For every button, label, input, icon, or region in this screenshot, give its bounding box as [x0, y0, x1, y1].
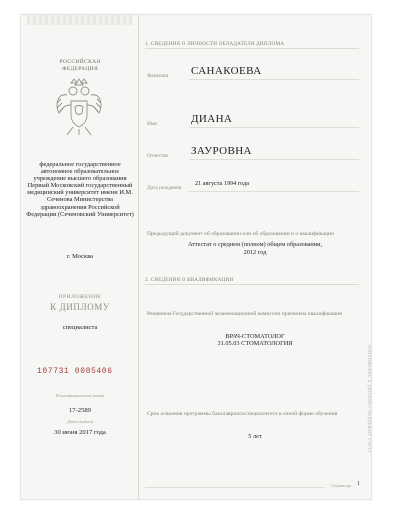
previous-document-line-2: 2012 год — [243, 249, 267, 256]
qualification-decision-label: Решением Государственной экзаменационной комиссии присвоена квалификация — [147, 311, 342, 317]
dob-underline — [189, 191, 359, 192]
education-level: специалиста — [62, 324, 98, 331]
section-2-title: 2. СВЕДЕНИЯ О КВАЛИФИКАЦИИ — [145, 277, 359, 285]
vertical-margin-note: ПРИЛОЖЕНИЕ К ДИПЛОМУ ПОДЛЕЖИТ УЧЕТУ — [367, 345, 372, 454]
patronymic-value: ЗАУРОВНА — [191, 145, 252, 157]
surname-value: САНАКОЕВА — [191, 65, 262, 77]
country-line-1: РОССИЙСКАЯ — [59, 59, 101, 65]
right-column — [139, 15, 373, 499]
previous-document-label: Предыдущий документ об образовании или об образовании и о квалификации — [147, 231, 334, 237]
ornament-band — [27, 15, 133, 25]
name-label: Имя — [147, 121, 157, 127]
qualification-title: ВРАЧ-СТОМАТОЛОГ — [225, 333, 285, 340]
patronymic-label: Отчество — [147, 153, 169, 159]
university-name: федеральное государственное автономное образовательное учреждение высшего образования Первый Московский государственный медицинский университет имени И.М. Сеченова Министерства здравоохранения Российской Федерации (Сеченовский Университет) — [26, 161, 134, 218]
reg-number: 17-2589 — [69, 407, 91, 414]
issue-date-label: Дата выдачи — [66, 419, 94, 424]
dob-label: Дата рождения — [147, 185, 182, 191]
study-term-label: Срок освоения программы бакалавриата/специалитета в очной форме обучения — [147, 411, 338, 417]
specialty-code: 31.05.03 СТОМАТОЛОГИЯ — [217, 340, 293, 347]
section-1-title: 1. СВЕДЕНИЯ О ЛИЧНОСТИ ОБЛАДАТЕЛЯ ДИПЛОМА — [145, 41, 359, 49]
city: г. Москва — [66, 253, 94, 260]
study-term-value: 5 лет — [248, 433, 262, 440]
blank-serial-number: 107731 0085406 — [37, 367, 113, 376]
left-column — [21, 15, 139, 499]
reg-number-label: Регистрационный номер — [55, 393, 105, 398]
attachment-label: ПРИЛОЖЕНИЕ — [58, 294, 102, 300]
dob-value: 21 августа 1994 года — [195, 180, 249, 187]
footer-rule — [145, 487, 325, 488]
surname-underline — [189, 79, 359, 80]
page-label: Страница — [331, 483, 352, 488]
country-line-2: ФЕДЕРАЦИЯ — [61, 66, 98, 72]
name-underline — [189, 127, 359, 128]
surname-label: Фамилия — [147, 73, 169, 79]
attachment-to-diploma: К ДИПЛОМУ — [50, 302, 110, 312]
diploma-supplement-sheet — [20, 14, 372, 500]
previous-document-line-1: Аттестат о среднем (полном) общем образовании, — [187, 241, 323, 248]
patronymic-underline — [189, 159, 359, 160]
coat-of-arms-icon — [53, 77, 105, 137]
name-value: ДИАНА — [191, 113, 233, 125]
issue-date: 30 июня 2017 года — [54, 429, 106, 436]
page-number: 1 — [357, 481, 360, 487]
